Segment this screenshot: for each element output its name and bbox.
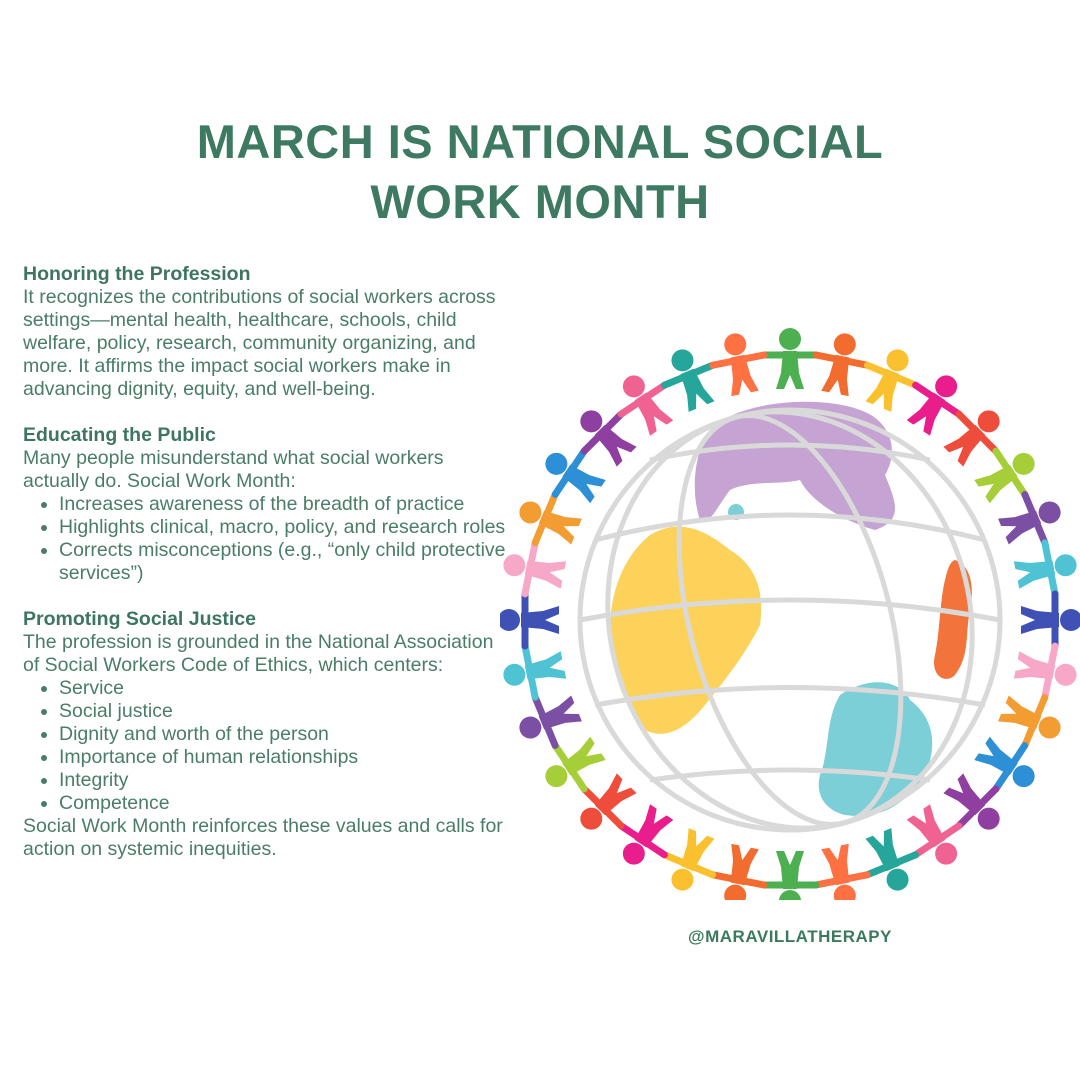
section-body: It recognizes the contributions of social workers across settings—mental health, healthcare, schools, child welfare, policy, research, community organizing, and more. It affirms the impact social workers make in advancing dignity, equity, and well-being.: [23, 286, 496, 400]
section-honoring: [23, 263, 508, 401]
person-figure: [854, 823, 925, 899]
list-item: • Dignity and worth of the person: [59, 723, 508, 746]
section-educating: [23, 424, 508, 585]
page-title: [0, 112, 1080, 232]
person-figure: [708, 841, 771, 900]
person-figure: [510, 484, 586, 555]
person-figure: [510, 684, 586, 755]
list-item: • Highlights clinical, macro, policy, and research roles: [59, 516, 508, 539]
list-item: • Integrity: [59, 769, 508, 792]
list-item: • Increases awareness of the breadth of practice: [59, 493, 508, 516]
list-item: • Corrects misconceptions (e.g., “only child protective services”): [59, 539, 508, 585]
person-figure: [993, 484, 1069, 555]
section-body: The profession is grounded in the National Association of Social Workers Code of Ethics, which centers:: [23, 631, 494, 676]
person-figure: [500, 538, 569, 601]
person-figure: [1012, 538, 1080, 601]
person-figure: [533, 727, 613, 804]
section-promoting: [23, 608, 508, 861]
person-figure: [606, 363, 683, 443]
person-figure: [606, 798, 683, 878]
title-line-2: WORK MONTH: [370, 175, 710, 228]
person-figure: [764, 851, 816, 900]
person-figure: [897, 798, 974, 878]
globe-with-people-circle-icon: [500, 310, 1080, 900]
person-figure: [968, 727, 1048, 804]
continent-west: [610, 527, 761, 734]
person-figure: [533, 436, 613, 513]
section-closing: Social Work Month reinforces these values and calls for action on systemic inequities.: [23, 815, 503, 860]
section-heading: Promoting Social Justice: [23, 608, 256, 630]
person-figure: [993, 684, 1069, 755]
globe-illustration: [500, 310, 1080, 900]
section-heading: Honoring the Profession: [23, 263, 251, 285]
bullet-list: [23, 493, 508, 585]
bullet-list: [23, 677, 508, 815]
title-line-1: MARCH IS NATIONAL SOCIAL: [196, 115, 884, 168]
social-handle: @MARAVILLATHERAPY: [688, 927, 892, 946]
list-item: • Social justice: [59, 700, 508, 723]
list-item: • Service: [59, 677, 508, 700]
person-figure: [1011, 640, 1080, 703]
person-figure: [708, 329, 771, 399]
person-figure: [968, 436, 1048, 513]
person-figure: [854, 340, 925, 416]
content-column: [23, 263, 508, 884]
person-figure: [654, 823, 725, 899]
person-figure: [810, 842, 873, 900]
person-figure: [654, 340, 725, 416]
section-heading: Educating the Public: [23, 424, 216, 446]
person-figure: [897, 363, 974, 443]
section-body: Many people misunderstand what social workers actually do. Social Work Month:: [23, 447, 444, 492]
person-figure: [810, 329, 873, 399]
person-figure: [1021, 594, 1080, 646]
person-figure: [500, 594, 559, 646]
list-item: • Competence: [59, 792, 508, 815]
person-figure: [764, 328, 816, 389]
list-item: • Importance of human relationships: [59, 746, 508, 769]
person-figure: [500, 640, 568, 703]
